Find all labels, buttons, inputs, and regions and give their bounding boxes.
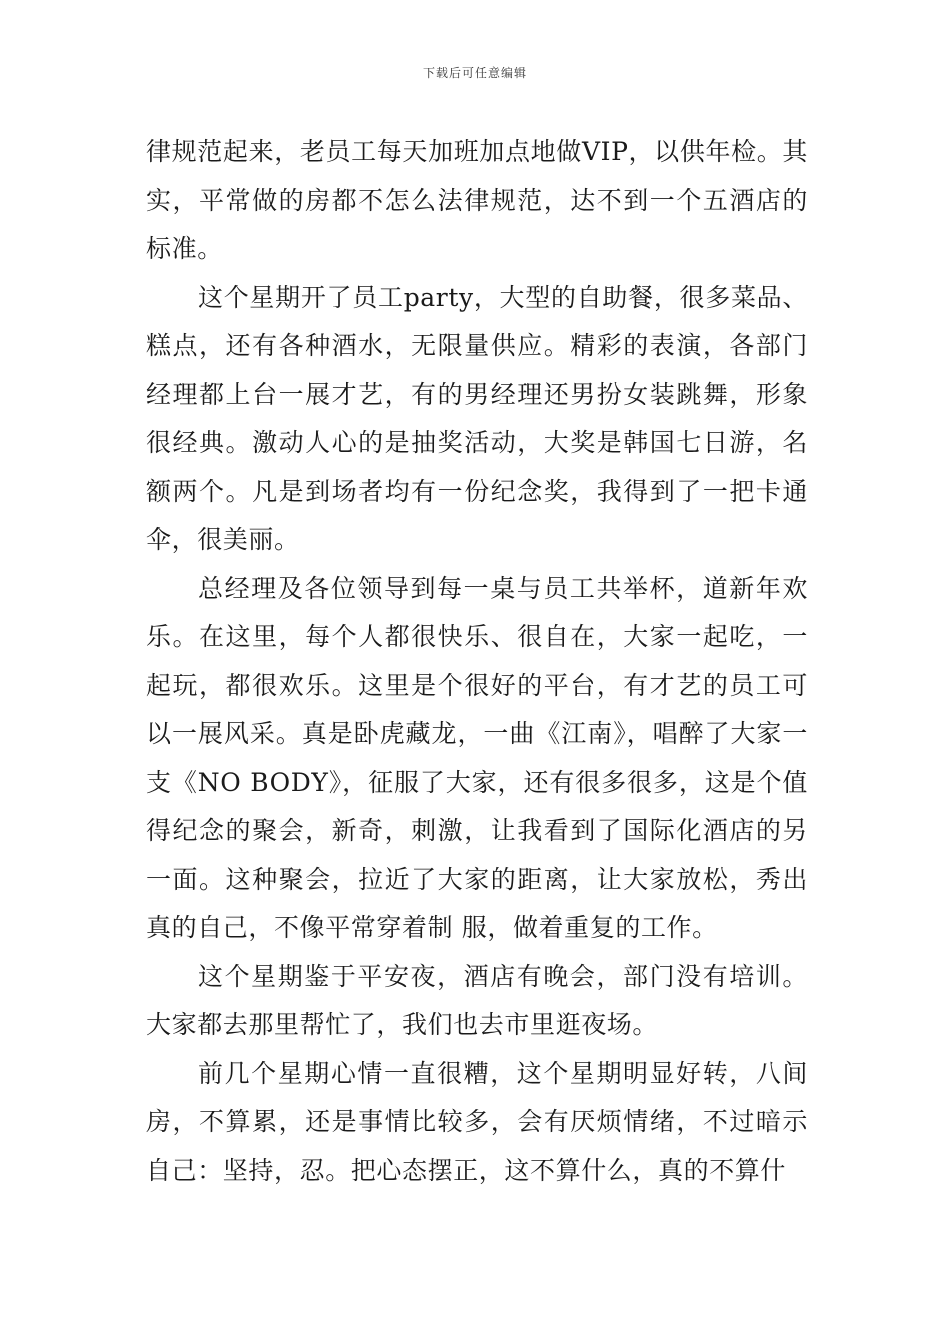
paragraph-toast: 总经理及各位领导到每一桌与员工共举杯，道新年欢乐。在这里，每个人都很快乐、很自在，大家一起吃，一起玩，都很欢乐。这里是个很好的平台，有才艺的员工可以一展风采。真是卧虎藏龙，一曲《江南》，唱醉了大家一支《NO BODY》，征服了大家，还有很多很多，这是个值得纪念的聚会，新奇，刺激，让我看到了国际化酒店的另一面。这种聚会，拉近了大家的距离，让大家放松，秀出真的自己，不像平常穿着制 服，做着重复的工作。: [146, 573, 808, 942]
header-note: 下载后可任意编辑: [422, 66, 527, 80]
document-body: [146, 128, 808, 1195]
paragraph-christmas-eve: 这个星期鉴于平安夜，酒店有晚会，部门没有培训。大家都去那里帮忙了，我们也去市里逛夜场。: [146, 961, 808, 1039]
paragraph-party: 这个星期开了员工party，大型的自助餐，很多菜品、糕点，还有各种酒水，无限量供应。精彩的表演，各部门经理都上台一展才艺，有的男经理还男扮女装跳舞，形象很经典。激动人心的是抽奖活动，大奖是韩国七日游，名额两个。凡是到场者均有一份纪念奖，我得到了一把卡通伞，很美丽。: [146, 282, 808, 554]
paragraph-mood: 前几个星期心情一直很糟，这个星期明显好转，八间房，不算累，还是事情比较多，会有厌烦情绪，不过暗示自己：坚持，忍。把心态摆正，这不算什么，真的不算什: [146, 1058, 808, 1185]
paragraph-continuation: 律规范起来，老员工每天加班加点地做VIP，以供年检。其实，平常做的房都不怎么法律规范，达不到一个五酒店的标准。: [146, 137, 808, 263]
